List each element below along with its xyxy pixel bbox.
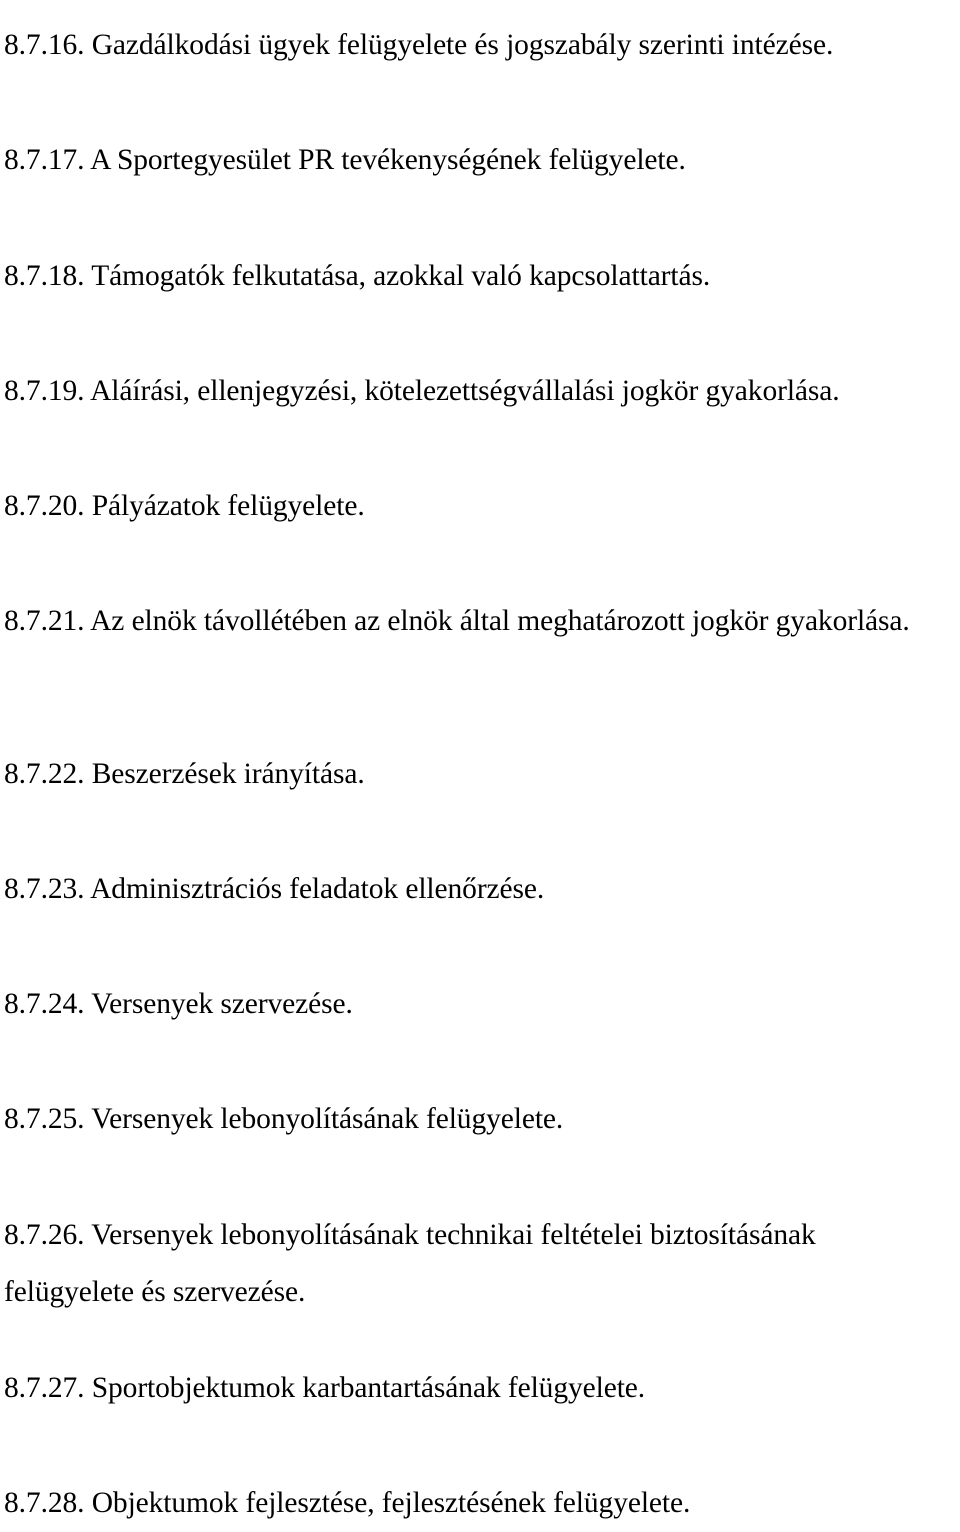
- list-item: [4, 132, 952, 189]
- list-item: [4, 478, 952, 535]
- list-item: [4, 1360, 952, 1417]
- item-number: 8.7.18.: [4, 259, 85, 292]
- item-text: Versenyek lebonyolításának technikai feltételei biztosításának felügyelete és szervezése.: [4, 1218, 816, 1308]
- list-item: [4, 363, 952, 420]
- item-text: Versenyek szervezése.: [91, 987, 353, 1020]
- item-number: 8.7.27.: [4, 1371, 85, 1404]
- item-number: 8.7.25.: [4, 1102, 85, 1135]
- item-number: 8.7.24.: [4, 987, 85, 1020]
- item-number: 8.7.28.: [4, 1486, 85, 1519]
- item-number: 8.7.19.: [4, 374, 85, 407]
- list-item: [4, 861, 952, 918]
- item-text: Aláírási, ellenjegyzési, kötelezettségvállalási jogkör gyakorlása.: [90, 374, 840, 407]
- list-item: [4, 17, 952, 74]
- item-text: Versenyek lebonyolításának felügyelete.: [91, 1102, 564, 1135]
- item-number: 8.7.17.: [4, 143, 85, 176]
- item-number: 8.7.26.: [4, 1218, 85, 1251]
- item-text: A Sportegyesület PR tevékenységének felügyelete.: [90, 143, 686, 176]
- item-text: Beszerzések irányítása.: [91, 757, 365, 790]
- list-item: [4, 746, 952, 803]
- list-item: [4, 1207, 952, 1321]
- item-text: Támogatók felkutatása, azokkal való kapcsolattartás.: [91, 259, 711, 292]
- item-text: Adminisztrációs feladatok ellenőrzése.: [90, 872, 545, 905]
- item-text: Az elnök távollétében az elnök által meghatározott jogkör gyakorlása.: [90, 604, 910, 637]
- item-number: 8.7.21.: [4, 604, 85, 637]
- list-item: [4, 248, 952, 305]
- item-text: Sportobjektumok karbantartásának felügyelete.: [91, 1371, 646, 1404]
- item-number: 8.7.16.: [4, 28, 85, 61]
- list-item: [4, 1091, 952, 1148]
- list-item: [4, 593, 952, 650]
- list-item: [4, 976, 952, 1033]
- item-text: Objektumok fejlesztése, fejlesztésének felügyelete.: [91, 1486, 691, 1519]
- item-text: Pályázatok felügyelete.: [91, 489, 365, 522]
- item-number: 8.7.22.: [4, 757, 85, 790]
- item-text: Gazdálkodási ügyek felügyelete és jogszabály szerinti intézése.: [91, 28, 834, 61]
- item-number: 8.7.23.: [4, 872, 85, 905]
- list-item: [4, 1475, 952, 1532]
- item-number: 8.7.20.: [4, 489, 85, 522]
